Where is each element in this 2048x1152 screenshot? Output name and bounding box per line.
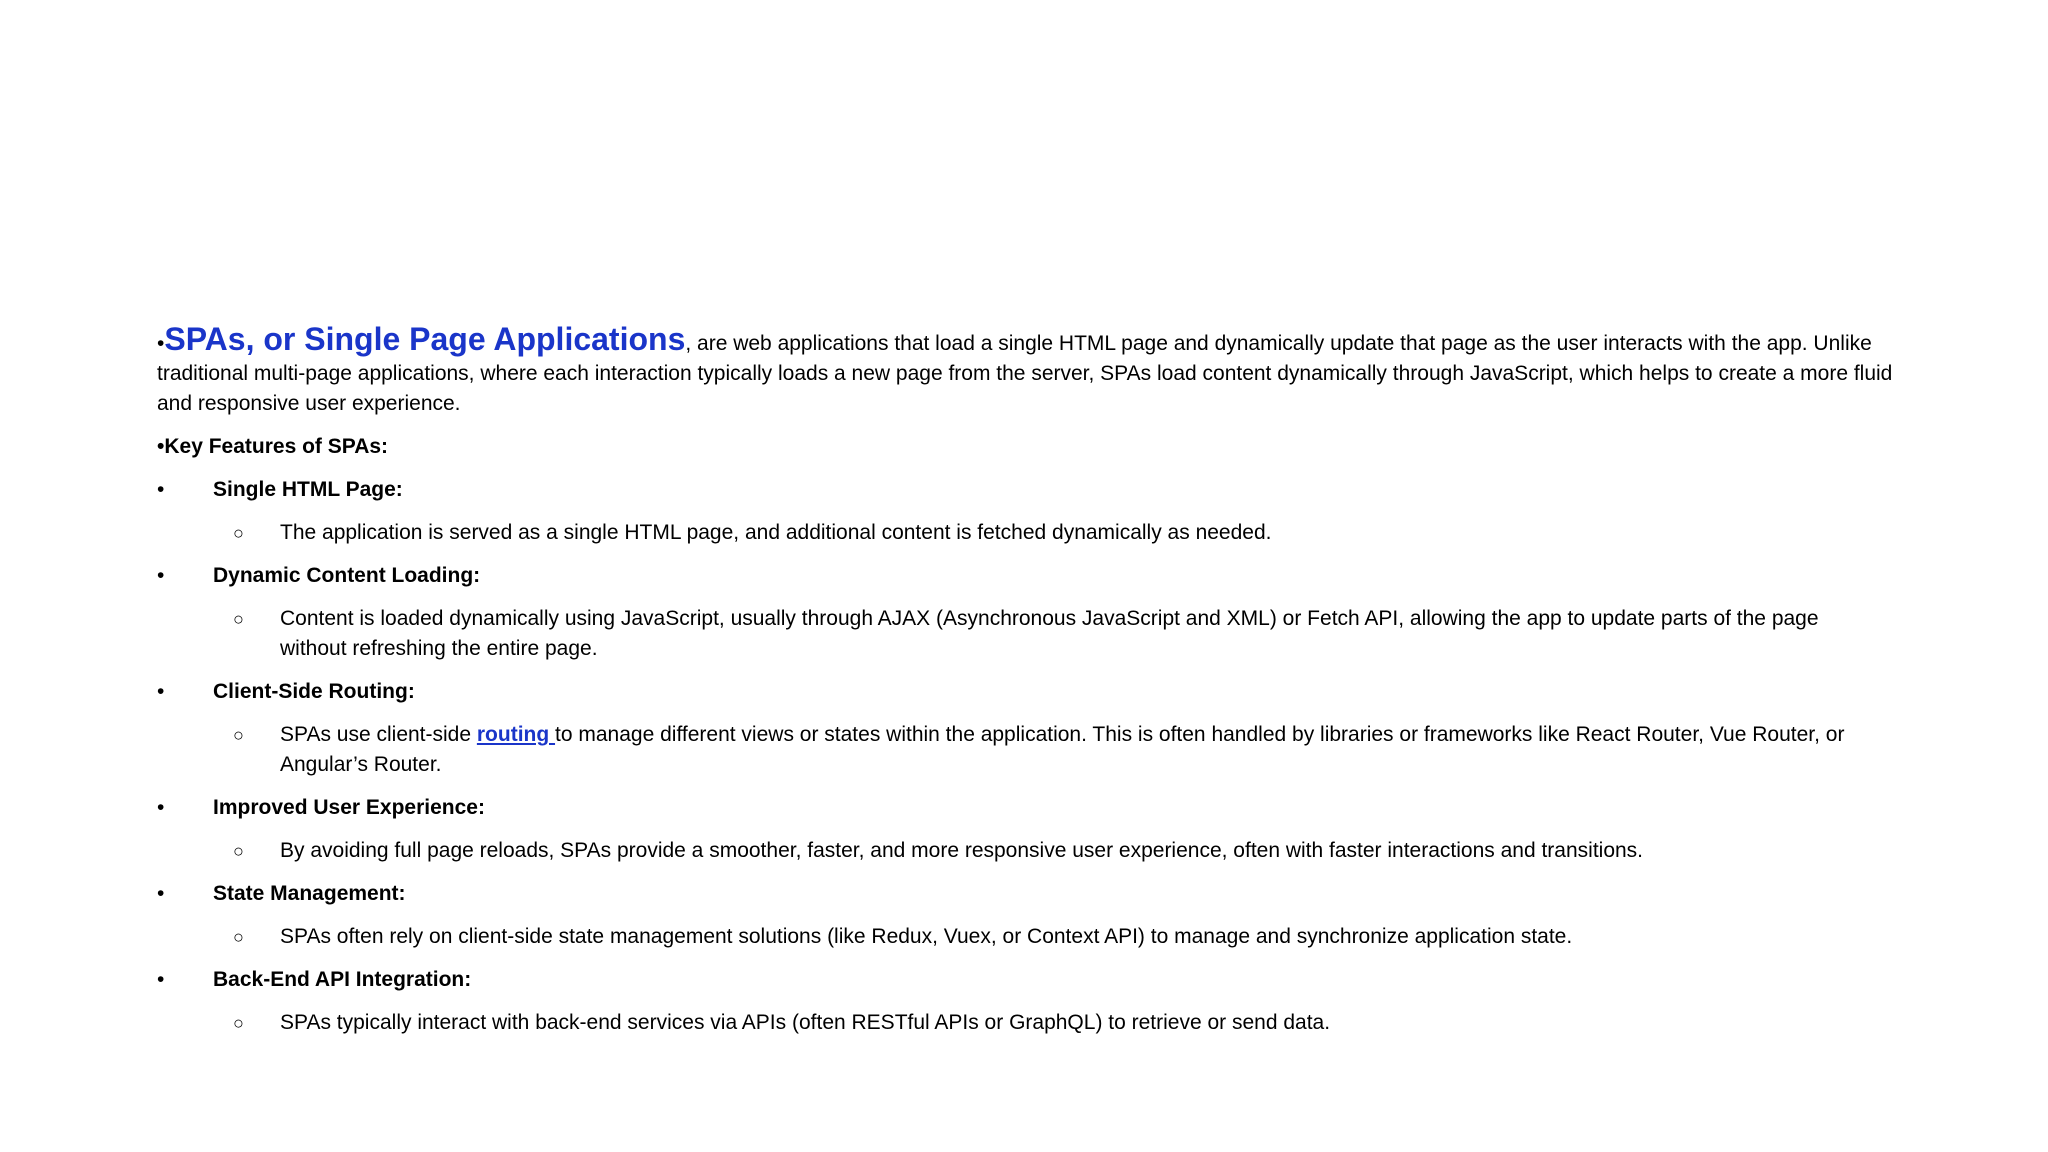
bullet-icon: • [157,968,165,991]
feature-item [157,879,1897,909]
feature-title: Single HTML Page: [213,478,403,501]
feature-detail-text: The application is served as a single HTML page, and additional content is fetched dynamically as needed. [280,521,1272,544]
feature-item [157,793,1897,823]
key-features-heading-text: Key Features of SPAs: [164,435,389,458]
feature-detail [157,836,1877,866]
bullet-icon: • [157,796,165,819]
routing-link[interactable]: routing [476,723,556,746]
feature-item [157,965,1897,995]
bullet-icon: • [157,680,165,703]
feature-detail-text-before-link: SPAs use client-side [280,723,477,746]
key-features-heading [157,432,1897,462]
hollow-circle-bullet-icon: ○ [233,523,244,543]
feature-detail [157,720,1877,780]
intro-paragraph [157,321,1897,419]
feature-detail-text-after-link: to manage different views or states within the application. This is often handled by libraries or frameworks like React Router, Vue Router, or Angular’s Router. [280,723,1845,776]
feature-detail-text: SPAs typically interact with back-end services via APIs (often RESTful APIs or GraphQL) to retrieve or send data. [280,1011,1331,1034]
feature-detail-text: SPAs often rely on client-side state management solutions (like Redux, Vuex, or Context API) to manage and synchronize application state. [280,925,1573,948]
feature-item [157,475,1897,505]
feature-detail [157,604,1877,664]
feature-title: State Management: [213,882,406,905]
feature-title: Dynamic Content Loading: [213,564,481,587]
hollow-circle-bullet-icon: ○ [233,927,244,947]
feature-detail [157,922,1877,952]
hollow-circle-bullet-icon: ○ [233,609,244,629]
feature-detail-text: By avoiding full page reloads, SPAs provide a smoother, faster, and more responsive user experience, often with faster interactions and transitions. [280,839,1644,862]
intro-title: SPAs, or Single Page Applications [164,321,686,357]
bullet-icon: • [157,478,165,501]
feature-title: Client-Side Routing: [213,680,415,703]
hollow-circle-bullet-icon: ○ [233,1013,244,1033]
bullet-icon: • [157,882,165,905]
bullet-icon: • [157,435,165,458]
feature-item [157,677,1897,707]
feature-detail [157,518,1877,548]
hollow-circle-bullet-icon: ○ [233,725,244,745]
feature-title: Back-End API Integration: [213,968,472,991]
feature-title: Improved User Experience: [213,796,485,819]
feature-detail [157,1008,1877,1038]
bullet-icon: • [157,564,165,587]
hollow-circle-bullet-icon: ○ [233,841,244,861]
bullet-icon: • [157,332,165,355]
intro-text: , are web applications that load a single HTML page and dynamically update that page as the user interacts with the app. Unlike traditional multi-page applications, where each interaction typically loads a new page from the server, SPAs load content dynamically through JavaScript, which helps to create a more fluid and responsive user experience. [157,332,1893,415]
slide-content [157,321,1897,1051]
feature-detail-text: Content is loaded dynamically using JavaScript, usually through AJAX (Asynchronous JavaScript and XML) or Fetch API, allowing the app to update parts of the page without refreshing the entire page. [280,607,1819,660]
feature-item [157,561,1897,591]
